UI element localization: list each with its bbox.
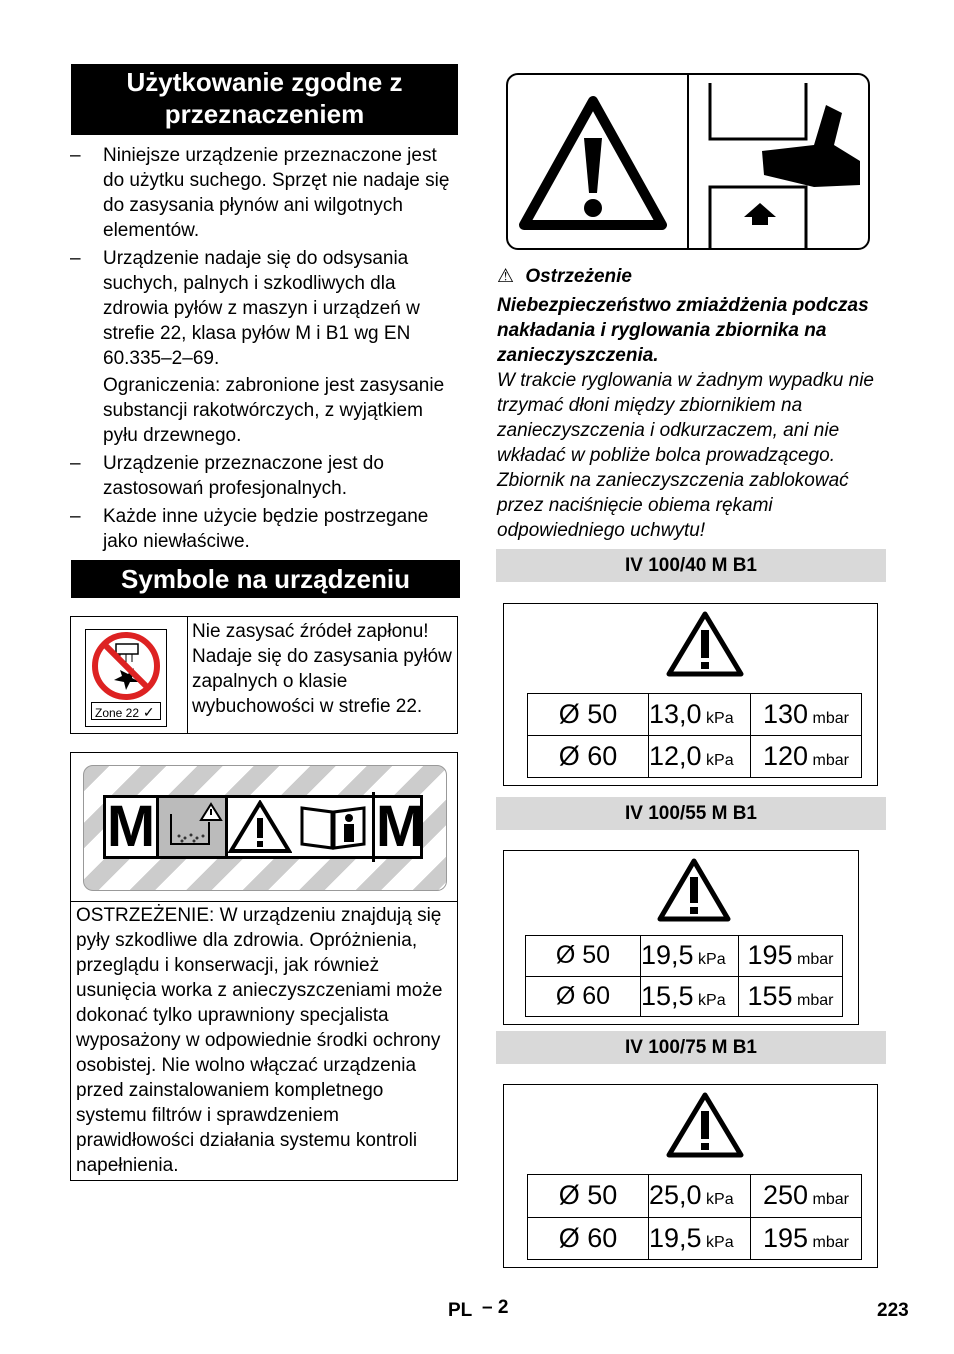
diameter-cell: Ø 50 (528, 694, 649, 736)
zone-label-box (91, 702, 161, 720)
list-item-text: Ograniczenia: zabronione jest zasysanie substancji rakotwórczych, z wyjątkiem pyłu drzewnego. (103, 375, 445, 446)
list-item-text: Urządzenie przeznaczone jest do zastosowań profesjonalnych. (103, 453, 384, 499)
warning-triangle-icon (228, 800, 292, 854)
dust-warning-box (70, 901, 458, 1181)
table-row (528, 694, 862, 736)
check-icon: ✓ (139, 704, 155, 720)
list-dash: – (70, 453, 81, 474)
crush-warning-pictogram (506, 73, 870, 250)
dust-container-icon (156, 798, 228, 856)
kpa-cell: 19,5 kPa (641, 936, 739, 977)
m-letter-left: M (106, 794, 156, 859)
footer-language: PL (448, 1300, 473, 1321)
model-pressure-panel (503, 603, 878, 786)
table-row (528, 736, 862, 778)
caution-title: Ostrzeżenie (525, 266, 632, 287)
list-item-text: Niniejsze urządzenie przeznaczone jest do użytku suchego. Sprzęt nie nadaje się do zasysania płynów ani wilgotnych elementów. (103, 145, 450, 241)
page-number: 223 (877, 1300, 909, 1321)
model-pressure-panel (503, 850, 859, 1025)
mbar-cell: 195 mbar (751, 1217, 862, 1260)
kpa-cell: 13,0 kPa (649, 694, 751, 736)
table-row (528, 1217, 862, 1260)
list-item-text: Urządzenie nadaje się do odsysania suchych, palnych i szkodliwych dla zdrowia pyłów z maszyn i urządzeń w strefie 22, klasa pyłów M i B1 wg EN 60.335–2–69. (103, 248, 420, 369)
heading-intended-use: Użytkowanie zgodne z przeznaczeniem (71, 64, 458, 135)
diameter-cell: Ø 60 (528, 736, 649, 778)
hand-crush-icon (694, 75, 870, 250)
footer-subpage: – 2 (482, 1297, 509, 1318)
kpa-cell: 12,0 kPa (649, 736, 751, 778)
model-pressure-panel (503, 1084, 878, 1268)
list-dash: – (70, 506, 81, 527)
list-item (70, 451, 460, 501)
list-item (70, 143, 460, 243)
pressure-table (527, 1174, 862, 1260)
symbol-strip (103, 795, 423, 859)
pressure-table (527, 693, 862, 778)
zone-description: Nie zasysać źródeł zapłonu! Nadaje się do zasysania pyłów zapalnych o klasie wybuchowości w strefie 22. (192, 621, 452, 717)
table-row (526, 976, 843, 1017)
diameter-cell: Ø 60 (526, 976, 641, 1017)
kpa-cell: 19,5 kPa (649, 1217, 751, 1260)
m-letter-right: M (372, 792, 425, 862)
dust-warning-text: OSTRZEŻENIE: W urządzeniu znajdują się pyły szkodliwe dla zdrowia. Opróżnienia, przeglądu i konserwacji, jak również usunięcia worka z anieczyszczeniami może dokonać tylko uprawniony specjalista wyposażony w odpowiednie środki ochrony osobistej. Nie wolno włączać urządzenia przed zainstalowaniem kompletnego systemu filtrów i sprawdzeniem prawidłowości działania systemu kontroli napełnienia. (76, 905, 443, 1176)
model-heading: IV 100/55 M B1 (496, 797, 886, 830)
zone-label: Zone 22 (95, 706, 140, 720)
model-heading: IV 100/75 M B1 (496, 1031, 886, 1064)
warning-triangle-icon (518, 93, 668, 233)
warning-triangle-icon (656, 857, 732, 923)
table-row (526, 936, 843, 977)
m-class-label-box (70, 752, 458, 902)
mbar-cell: 155 mbar (739, 976, 843, 1017)
table-row (528, 1175, 862, 1218)
list-dash: – (70, 248, 81, 269)
intended-use-list (70, 143, 460, 557)
pressure-table (525, 935, 843, 1017)
caution-body-text: W trakcie ryglowania w żadnym wypadku nie trzymać dłoni między zbiornikiem na zanieczyszczenia i odkurzaczem, ani nie wkładać w pobliże bolca prowadzącego. Zbiornik na zanieczyszczenia zablokować przez naciśnięcie obiema rękami odpowiedniego uchwytu! (497, 370, 874, 541)
list-item (70, 504, 460, 554)
list-item (70, 246, 460, 448)
manual-book-icon (298, 802, 368, 852)
mbar-cell: 250 mbar (751, 1175, 862, 1218)
list-item-text: Każde inne użycie będzie postrzegane jako niewłaściwe. (103, 506, 429, 552)
kpa-cell: 15,5 kPa (641, 976, 739, 1017)
diameter-cell: Ø 50 (526, 936, 641, 977)
kpa-cell: 25,0 kPa (649, 1175, 751, 1218)
list-dash: – (70, 145, 81, 166)
heading-symbols: Symbole na urządzeniu (71, 560, 460, 598)
diameter-cell: Ø 50 (528, 1175, 649, 1218)
zone-22-sign (85, 629, 167, 727)
diameter-cell: Ø 60 (528, 1217, 649, 1260)
caution-title-row (497, 265, 632, 289)
caution-icon: ⚠ (497, 266, 515, 287)
warning-triangle-icon (665, 610, 745, 678)
caution-bold-text: Niebezpieczeństwo zmiażdżenia podczas nakładania i ryglowania zbiornika na zanieczyszczenia. (497, 295, 869, 366)
warning-triangle-icon (665, 1091, 745, 1159)
mbar-cell: 130 mbar (751, 694, 862, 736)
zone-symbol-box (70, 616, 458, 734)
model-heading: IV 100/40 M B1 (496, 549, 886, 582)
mbar-cell: 195 mbar (739, 936, 843, 977)
mbar-cell: 120 mbar (751, 736, 862, 778)
